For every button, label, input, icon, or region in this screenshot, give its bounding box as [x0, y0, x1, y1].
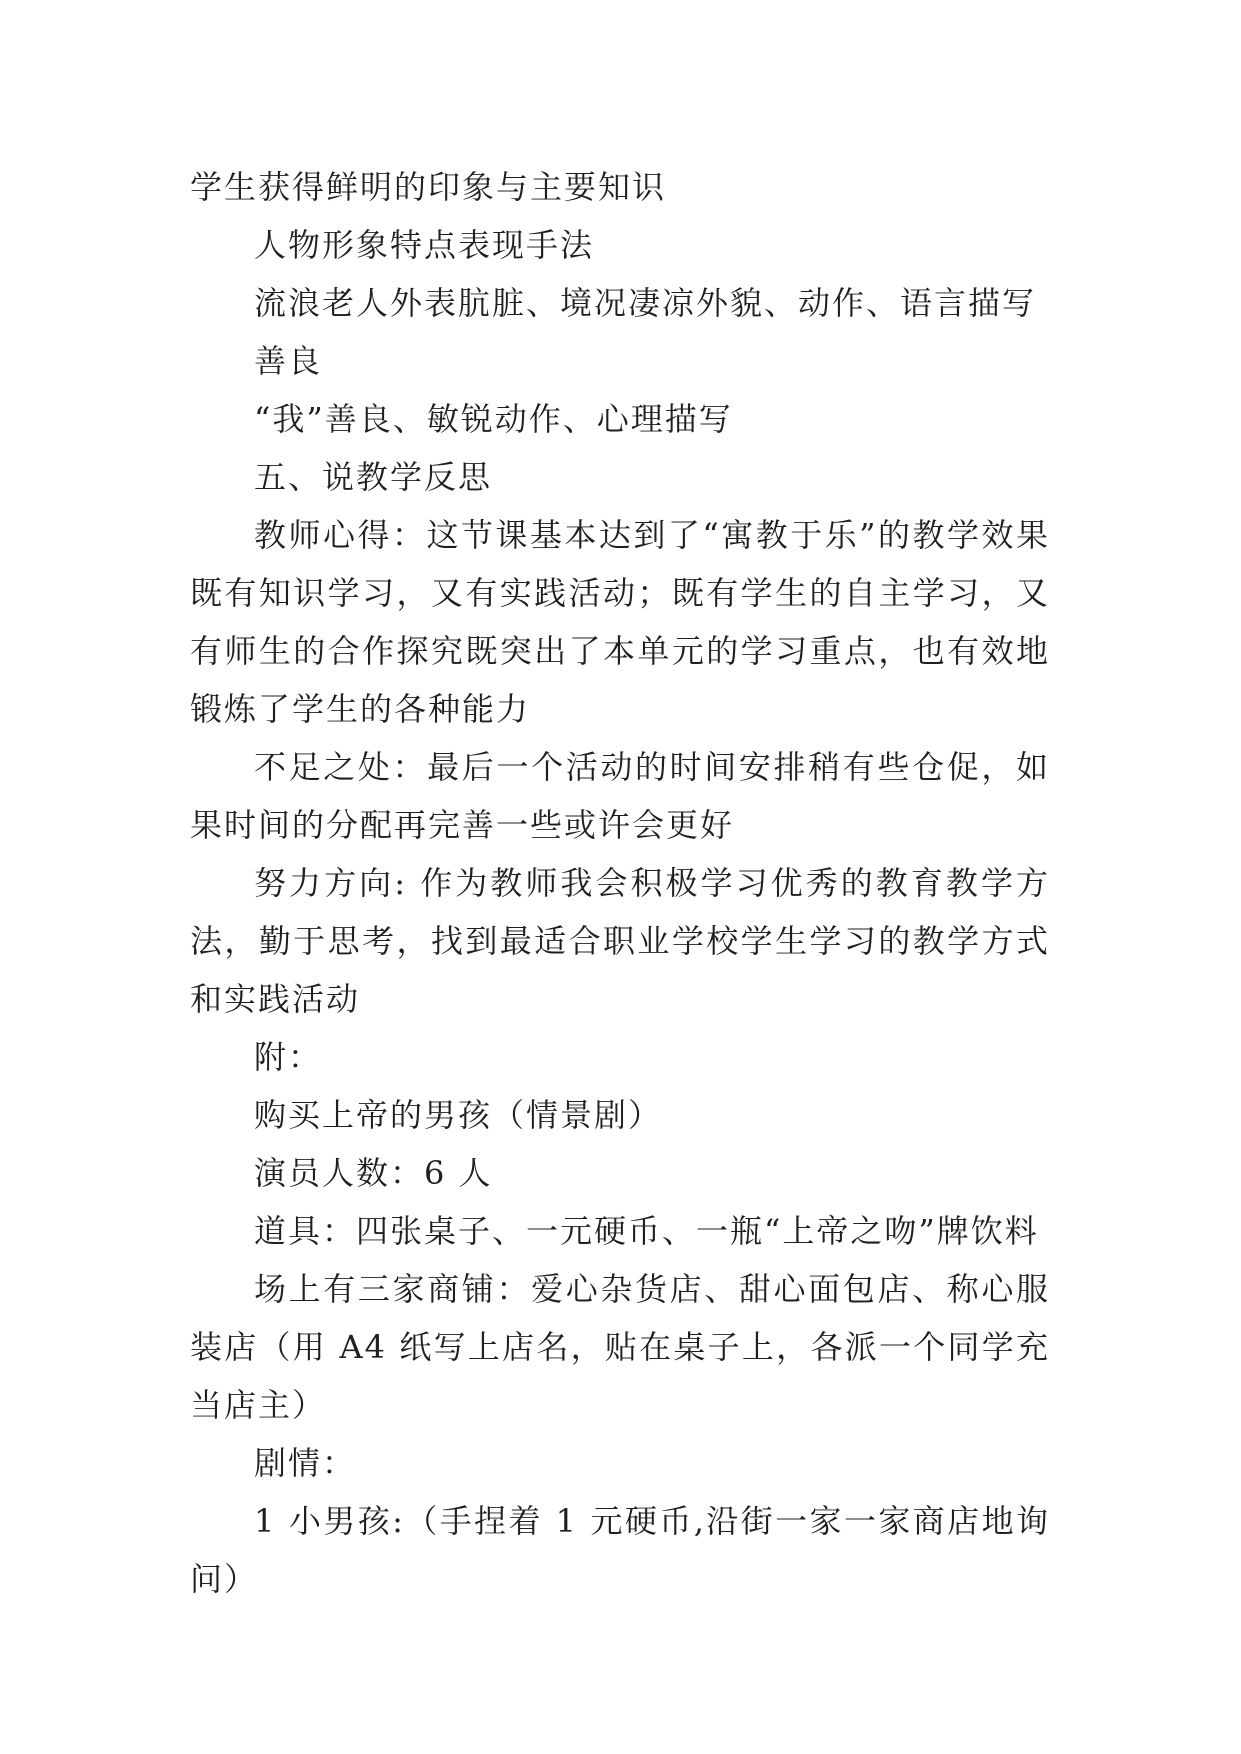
- paragraph: 不足之处：最后一个活动的时间安排稍有些仓促，如果时间的分配再完善一些或许会更好: [190, 748, 1050, 844]
- paragraph: 努力方向: 作为教师我会积极学习优秀的教育教学方法，勤于思考，找到最适合职业学校学生学习的教学方式和实践活动: [190, 864, 1050, 1018]
- paragraph: “我”善良、敏锐动作、心理描写: [254, 400, 733, 438]
- paragraph: 剧情：: [254, 1444, 357, 1482]
- appendix-label: 附：: [254, 1038, 323, 1076]
- paragraph: 场上有三家商铺：爱心杂货店、甜心面包店、称心服装店（用 A4 纸写上店名，贴在桌子上，各派一个同学充当店主）: [190, 1270, 1050, 1424]
- paragraph: 人物形象特点表现手法: [254, 226, 595, 264]
- paragraph: 道具：四张桌子、一元硬币、一瓶“上帝之吻”牌饮料: [254, 1212, 1039, 1250]
- paragraph: 1 小男孩:（手捏着 1 元硬币,沿街一家一家商店地询问）: [190, 1502, 1050, 1598]
- document-body: [190, 158, 1050, 1608]
- play-title: 购买上帝的男孩（情景剧）: [254, 1096, 663, 1134]
- paragraph: 教师心得：这节课基本达到了“寓教于乐”的教学效果既有知识学习，又有实践活动；既有学生的自主学习，又有师生的合作探究既突出了本单元的学习重点，也有效地锻炼了学生的各种能力: [190, 516, 1050, 728]
- paragraph: 善良: [254, 342, 323, 380]
- section-heading: 五、说教学反思: [254, 458, 493, 496]
- paragraph: 学生获得鲜明的印象与主要知识: [190, 168, 667, 206]
- paragraph: 流浪老人外表肮脏、境况凄凉外貌、动作、语言描写: [254, 284, 1037, 322]
- paragraph: 演员人数：6 人: [254, 1154, 493, 1192]
